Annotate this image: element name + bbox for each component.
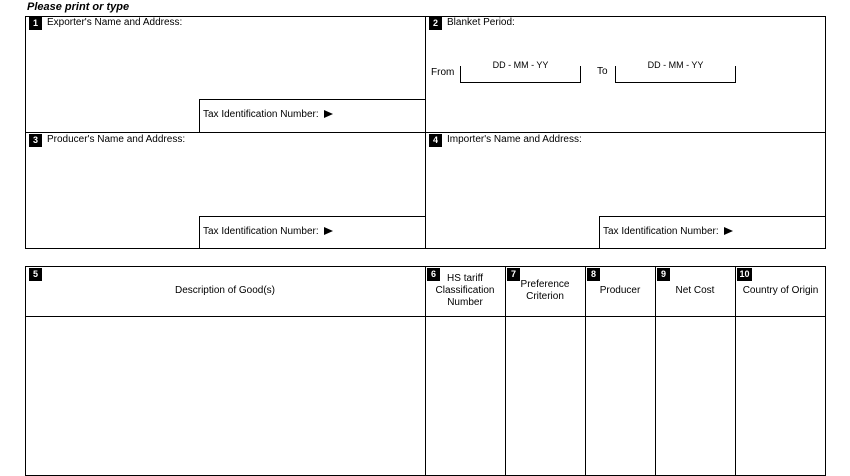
section-1-number: 1 [29,17,42,30]
preference-criterion-header [505,279,585,303]
importer-tax-id-field[interactable] [738,218,824,247]
country-of-origin-field[interactable] [736,318,824,465]
exporter-name-label: Exporter's Name and Address: [47,17,183,28]
party-block-horizontal-divider [25,132,826,133]
section-8-number: 8 [587,268,600,281]
net-cost-field[interactable] [656,318,734,465]
arrow-right-icon [324,227,333,235]
to-date-field[interactable] [615,66,736,83]
exporter-tax-id-field[interactable] [338,101,423,130]
importer-tax-box-left [599,216,600,249]
importer-tax-box-top [599,216,826,217]
net-cost-header: Net Cost [675,285,715,296]
section-3-number: 3 [29,134,42,147]
to-label: To [597,66,608,77]
exporter-tax-id-label [203,109,333,121]
hs-tariff-header [425,273,505,309]
preference-criterion-header-line-2: Criterion [526,291,564,302]
importer-name-address-field[interactable] [427,149,824,215]
from-date-format-hint: DD - MM - YY [492,60,549,70]
producer-tax-box-top [199,216,425,217]
exporter-tax-box-left [199,99,200,132]
section-4-number: 4 [429,134,442,147]
producer-field[interactable] [586,318,654,465]
hs-tariff-header-line-1: HS tariff [447,273,483,284]
section-7-number: 7 [507,268,520,281]
preference-criterion-field[interactable] [506,318,584,465]
blanket-period-label: Blanket Period: [447,17,515,28]
producer-tax-box-left [199,216,200,249]
from-date-field[interactable] [460,66,581,83]
exporter-tax-box-top [199,99,425,100]
producer-name-label: Producer's Name and Address: [47,134,186,145]
description-of-goods-field[interactable] [26,318,424,465]
section-6-number: 6 [427,268,440,281]
description-of-goods-header: Description of Good(s) [174,285,276,296]
producer-tax-id-label-text: Tax Identification Number: [203,226,319,237]
exporter-name-address-field[interactable] [27,32,423,98]
preference-criterion-header-line-1: Preference [520,279,570,290]
arrow-right-icon [324,110,333,118]
to-date-format-hint: DD - MM - YY [647,60,704,70]
importer-tax-id-label-text: Tax Identification Number: [603,226,719,237]
section-9-number: 9 [657,268,670,281]
country-of-origin-header: Country of Origin [742,285,819,296]
hs-tariff-header-line-2: Classification [435,285,495,296]
section-10-number: 10 [737,268,752,281]
importer-tax-id-label [603,226,733,238]
arrow-right-icon [724,227,733,235]
from-label: From [431,67,455,78]
producer-name-address-field[interactable] [27,149,423,215]
hs-tariff-number-field[interactable] [426,318,504,465]
hs-tariff-header-line-3: Number [447,297,483,308]
producer-header: Producer [599,285,641,296]
section-2-number: 2 [429,17,442,30]
producer-tax-id-field[interactable] [338,218,423,247]
form-instruction: Please print or type [27,1,130,13]
exporter-tax-id-label-text: Tax Identification Number: [203,109,319,120]
section-5-number: 5 [29,268,42,281]
importer-name-label: Importer's Name and Address: [447,134,582,145]
producer-tax-id-label [203,226,333,238]
